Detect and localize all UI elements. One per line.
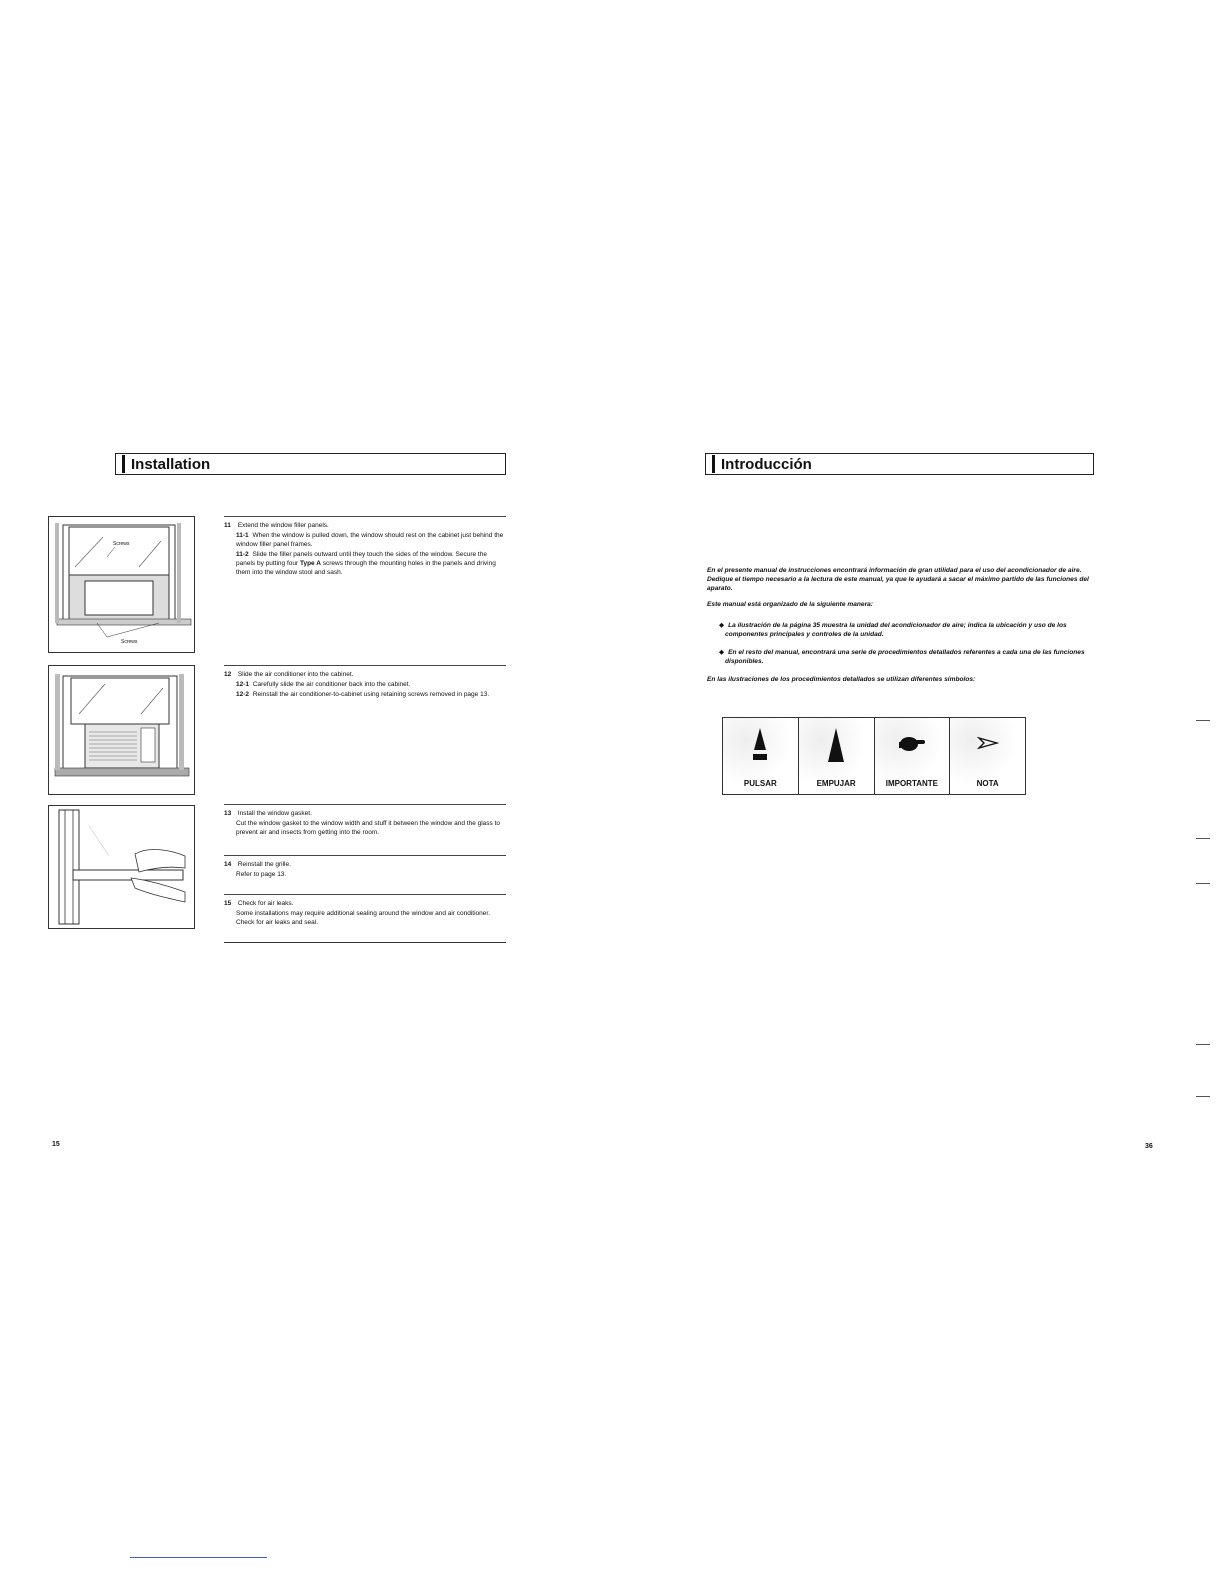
edge-mark <box>1196 720 1210 721</box>
symbol-label: NOTA <box>976 779 999 788</box>
section-header-installation <box>115 453 506 475</box>
figure-slide-into-cabinet <box>48 665 195 795</box>
symbol-cell-importante <box>875 718 951 794</box>
step-body: Cut the window gasket to the window width and stuff it between the window and the glass to prevent air and insects from getting into the room. <box>236 820 501 836</box>
substep-text: Reinstall the air conditioner-to-cabinet using retaining screws removed in page 13. <box>252 691 490 698</box>
step-title: Reinstall the grille. <box>237 861 291 868</box>
step-title: Install the window gasket. <box>237 810 312 817</box>
step-13 <box>224 804 506 837</box>
step-title: Extend the window filler panels. <box>237 522 329 529</box>
pointing-hand-icon <box>875 728 950 754</box>
symbol-cell-nota <box>950 718 1025 794</box>
right-page <box>612 0 1224 1584</box>
symbol-cell-pulsar <box>723 718 799 794</box>
substep-text-continued: screws through the mounting holes in the panels and driving them into the window stool and sash. <box>236 560 496 576</box>
step-number: 11 <box>224 522 231 529</box>
substep-number: 12-2 <box>236 691 250 698</box>
step-14 <box>224 855 506 879</box>
intro-paragraph-3: En las ilustraciones de los procedimientos detallados se utilizan diferentes símbolos: <box>707 676 976 683</box>
edge-mark <box>1196 1096 1210 1097</box>
step-body: Some installations may require additional sealing around the window and air conditioner. Check for air leaks and seal. <box>236 910 491 926</box>
step-12 <box>224 665 506 699</box>
substep-number: 12-1 <box>236 681 250 688</box>
underline-link-mark <box>130 1557 267 1558</box>
step-11 <box>224 516 506 577</box>
substep-12-2 <box>224 690 506 699</box>
section-header-introduccion <box>705 453 1094 475</box>
bullet-diamond-icon: ◆ <box>719 649 725 656</box>
step-title: Slide the air conditioner into the cabinet. <box>237 671 354 678</box>
edge-mark <box>1196 838 1210 839</box>
note-arrow-icon <box>950 728 1025 750</box>
step-number: 15 <box>224 900 232 907</box>
substep-text: When the window is pulled down, the window should rest on the cabinet just behind the window filler panel frames. <box>236 532 504 548</box>
step-body: Refer to page 13. <box>236 871 287 878</box>
intro-bullet-1 <box>707 621 1107 639</box>
step-number: 12 <box>224 671 232 678</box>
bullet-diamond-icon: ◆ <box>719 622 725 629</box>
header-bar <box>712 455 715 473</box>
intro-text <box>707 566 1107 691</box>
step-number: 14 <box>224 861 232 868</box>
symbol-table <box>722 717 1026 795</box>
screw-type-label: Type A <box>299 560 321 567</box>
section-title: Installation <box>131 455 211 473</box>
step-number: 13 <box>224 810 232 817</box>
symbol-label: IMPORTANTE <box>885 779 939 788</box>
substep-text: Slide the filler panels outward until they touch the sides of the window. Secure the panels by putting four <box>236 551 487 567</box>
press-arrow-icon <box>723 728 798 762</box>
page-number-right: 36 <box>1145 1143 1153 1150</box>
step-title: Check for air leaks. <box>237 900 294 907</box>
symbol-cell-empujar <box>799 718 875 794</box>
edge-mark <box>1196 883 1210 884</box>
symbol-label: PULSAR <box>743 779 777 788</box>
bullet-text: En el resto del manual, encontrará una serie de procedimientos detallados referentes a cada una de las funciones disponibles. <box>725 649 1085 665</box>
symbol-label: EMPUJAR <box>816 779 856 788</box>
figure-filler-panels <box>48 516 195 653</box>
substep-11-2 <box>224 550 506 577</box>
figure-window-gasket <box>48 805 195 929</box>
page-number-left: 15 <box>52 1141 60 1148</box>
intro-bullet-2 <box>707 648 1107 666</box>
substep-12-1 <box>224 680 506 689</box>
substep-number: 11-2 <box>236 551 249 558</box>
screws-label-bottom: Screws <box>121 639 138 645</box>
header-bar <box>122 455 125 473</box>
bullet-text: La ilustración de la página 35 muestra la unidad del acondicionador de aire; indica la ubicación y uso de los componentes principales y controles de la unidad. <box>725 622 1067 638</box>
section-title: Introducción <box>721 455 812 473</box>
substep-number: 11-1 <box>236 532 249 539</box>
screws-label-top: Screws <box>113 541 130 547</box>
bottom-rule <box>224 942 506 943</box>
substep-11-1 <box>224 531 506 549</box>
edge-mark <box>1196 1044 1210 1045</box>
intro-paragraph-2: Este manual está organizado de la siguiente manera: <box>707 601 873 608</box>
step-15 <box>224 894 506 927</box>
push-arrow-icon <box>799 728 874 764</box>
intro-paragraph-1: En el presente manual de instrucciones encontrará información de gran utilidad para el uso del acondicionador de aire. Dedique el tiempo necesario a la lectura de este manual, ya que le ayudará a sacar el máximo partido de las funciones del aparato. <box>707 567 1089 592</box>
substep-text: Carefully slide the air conditioner back into the cabinet. <box>252 681 411 688</box>
